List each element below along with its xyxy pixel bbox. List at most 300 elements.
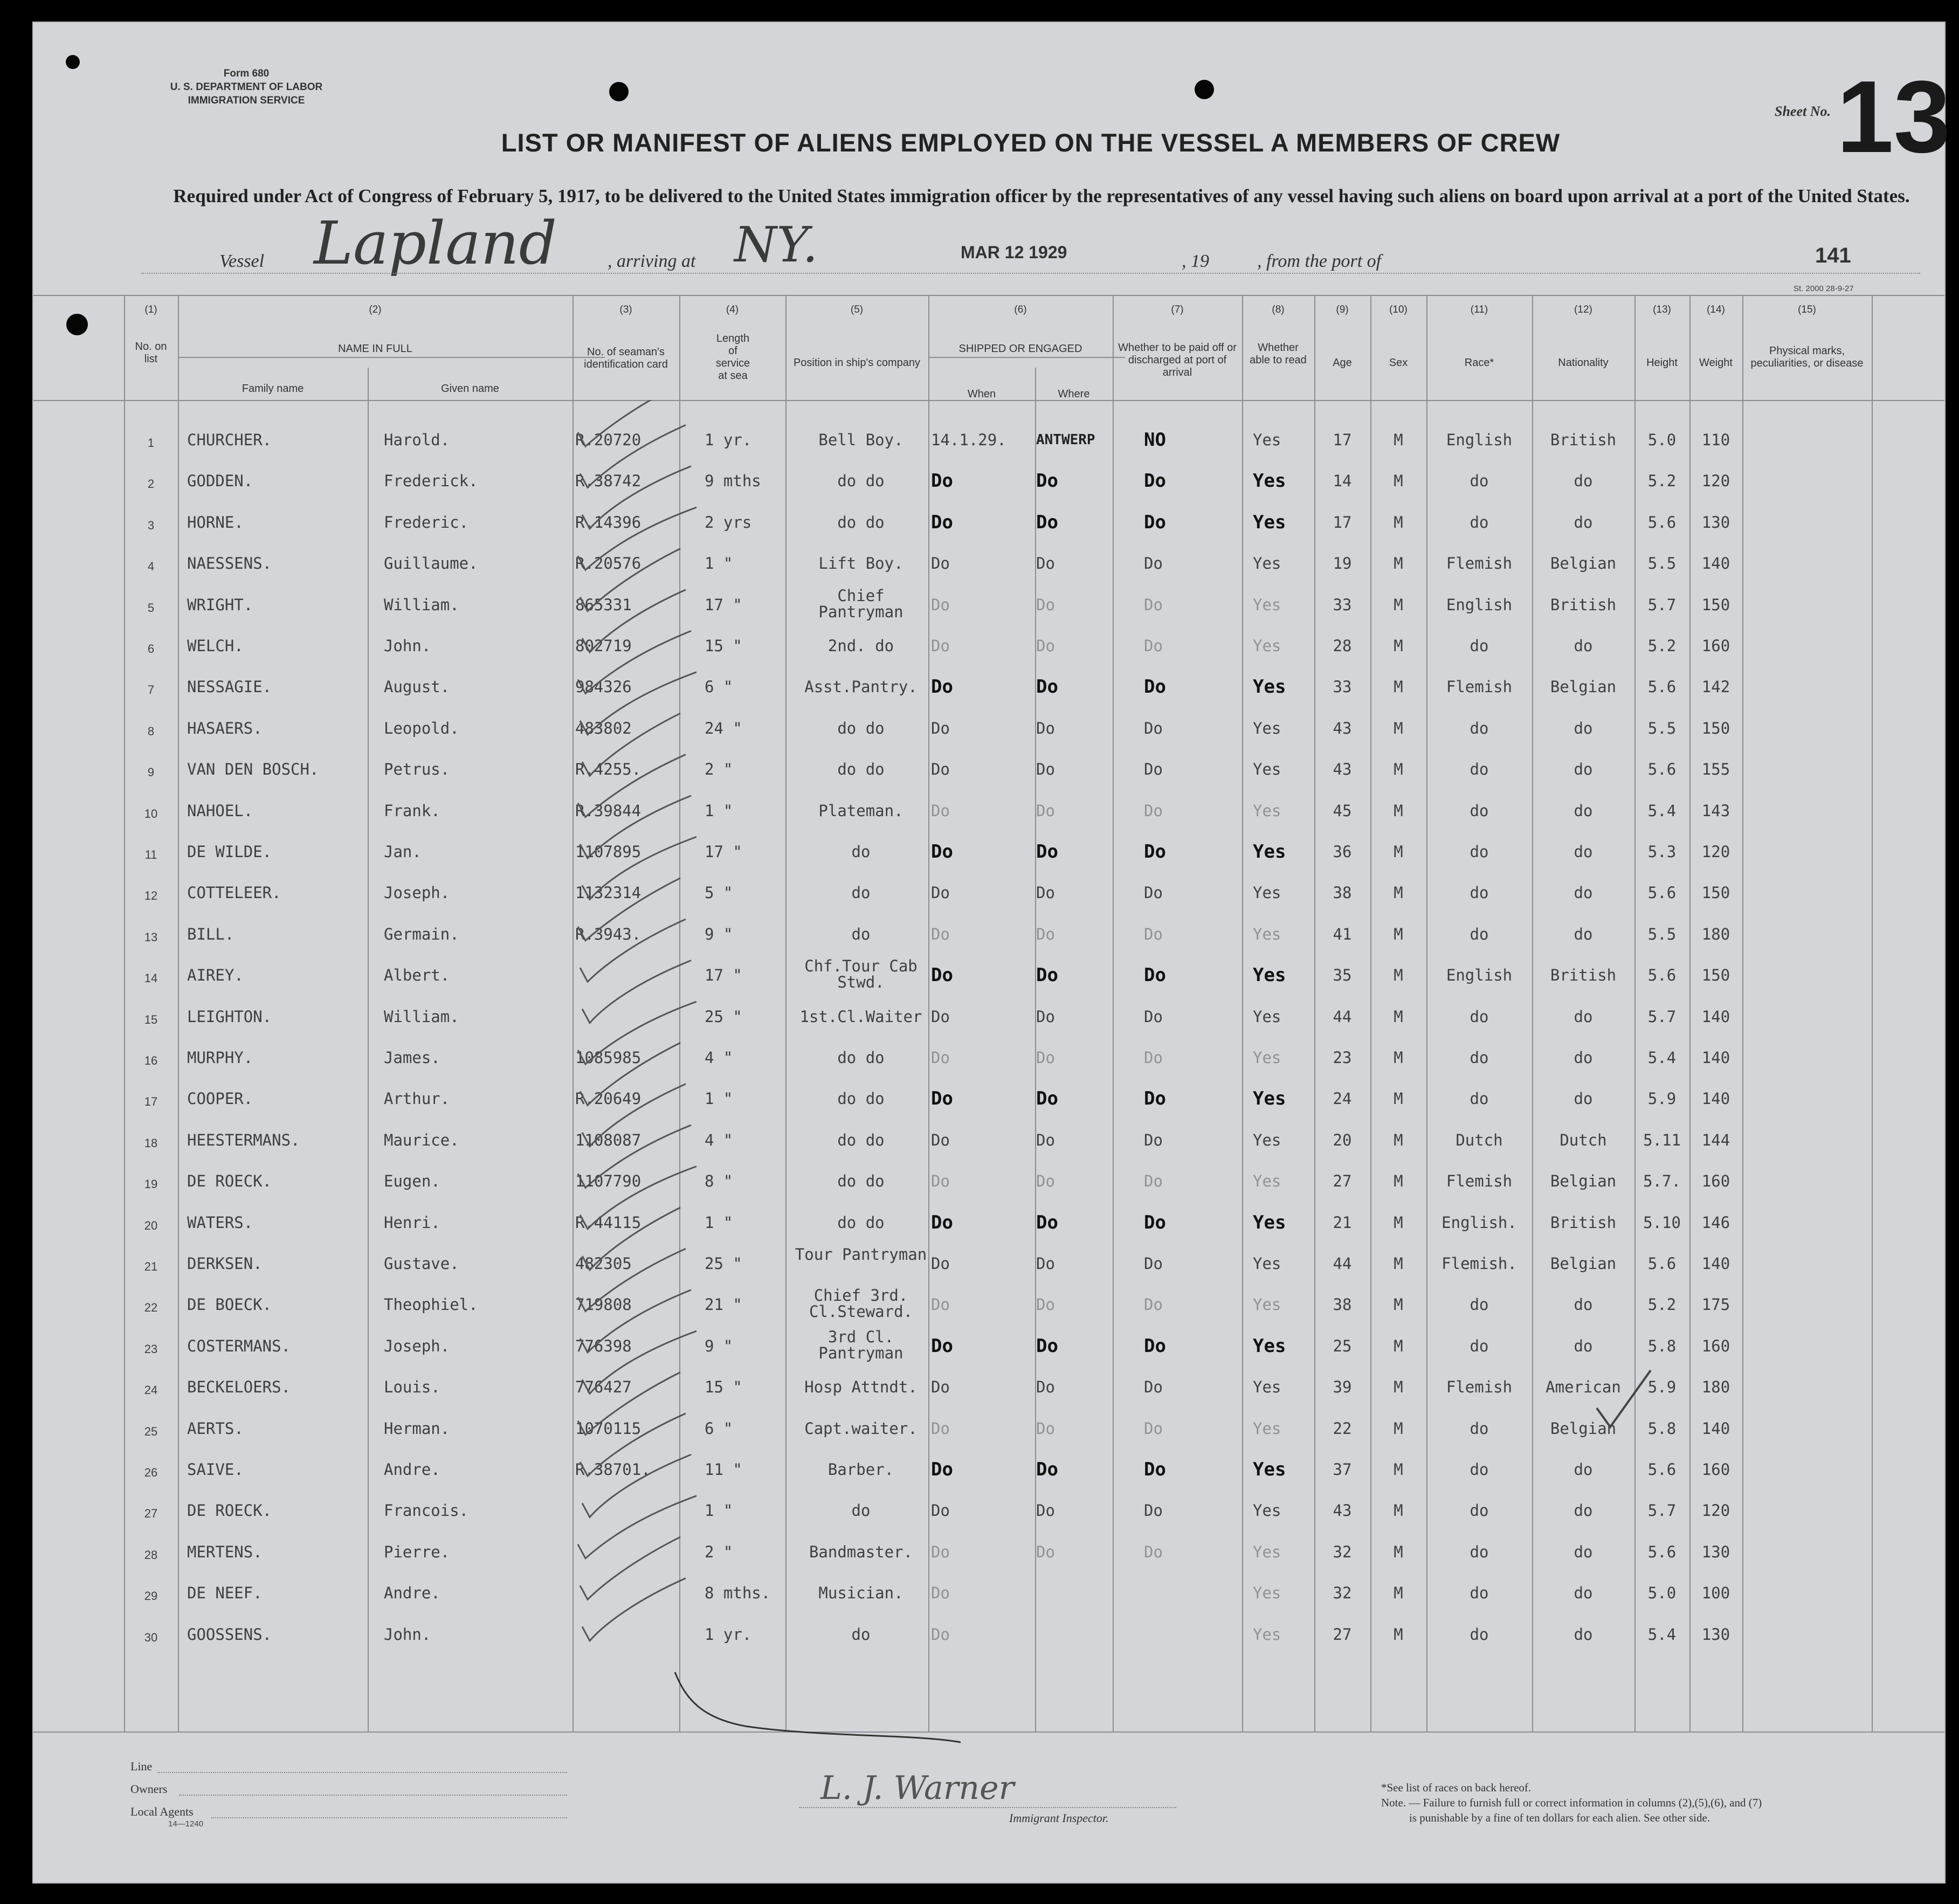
cell-sex: M xyxy=(1394,925,1403,943)
cell-position: Asst.Pantry. xyxy=(804,678,918,696)
cell-length-of-service: 15 " xyxy=(705,637,742,655)
cell-race: Flemish xyxy=(1446,554,1513,573)
cell-race: English xyxy=(1446,431,1513,449)
cell-family-name: NAHOEL. xyxy=(187,801,253,820)
sheet-label: Sheet No. xyxy=(1775,104,1831,119)
cell-paid-off: Do xyxy=(1144,595,1163,614)
cell-sex: M xyxy=(1394,884,1403,902)
cell-weight: 143 xyxy=(1701,801,1730,820)
table-row xyxy=(33,1090,1944,1130)
cell-race: do xyxy=(1470,719,1489,737)
cell-seaman-card: 1108087 xyxy=(575,1130,641,1149)
cell-paid-off: Do xyxy=(1144,841,1166,863)
cell-sex: M xyxy=(1394,513,1403,532)
cell-weight: 140 xyxy=(1701,1007,1730,1026)
cell-length-of-service: 6 " xyxy=(705,678,733,696)
cell-age: 38 xyxy=(1333,884,1352,902)
cell-given-name: Louis. xyxy=(384,1378,440,1397)
cell-able-to-read: Yes xyxy=(1253,431,1281,449)
owners-field xyxy=(179,1795,567,1796)
department-name: U. S. DEPARTMENT OF LABOR xyxy=(170,81,323,93)
check-stroke xyxy=(582,961,691,1023)
cell-shipped-when: Do xyxy=(931,801,950,820)
cell-given-name: William. xyxy=(384,1007,459,1026)
cell-paid-off: Do xyxy=(1144,637,1163,655)
cell-nationality: Belgian xyxy=(1550,678,1617,696)
cell-age: 22 xyxy=(1333,1419,1352,1438)
column-number: (12) xyxy=(1574,304,1592,315)
table-row xyxy=(33,1172,1944,1212)
cell-no: 7 xyxy=(147,683,155,697)
cell-race: do xyxy=(1470,1625,1489,1644)
cell-position: do xyxy=(851,925,871,943)
cell-position: Musician. xyxy=(818,1584,903,1603)
cell-height: 5.5 xyxy=(1647,554,1677,573)
cell-able-to-read: Yes xyxy=(1253,1419,1281,1438)
cell-length-of-service: 1 yr. xyxy=(705,1625,752,1644)
cell-length-of-service: 8 " xyxy=(705,1172,733,1191)
cell-length-of-service: 5 " xyxy=(705,884,733,902)
cell-nationality: British xyxy=(1550,966,1617,985)
cell-sex: M xyxy=(1394,1501,1403,1520)
cell-race: do xyxy=(1470,1295,1489,1314)
cell-length-of-service: 8 mths. xyxy=(705,1584,771,1603)
check-stroke xyxy=(582,1084,686,1147)
cell-seaman-card: 482305 xyxy=(575,1254,632,1273)
inspector-signature-line xyxy=(799,1807,1176,1808)
punch-hole xyxy=(1195,80,1214,99)
cell-weight: 140 xyxy=(1701,1048,1730,1067)
cell-age: 37 xyxy=(1333,1460,1352,1479)
cell-length-of-service: 2 yrs xyxy=(705,513,752,532)
cell-no: 29 xyxy=(144,1589,158,1603)
cell-seaman-card: R.20720 xyxy=(575,431,641,449)
cell-age: 33 xyxy=(1333,595,1352,614)
cell-family-name: WELCH. xyxy=(187,637,244,655)
cell-age: 43 xyxy=(1333,1501,1352,1520)
cell-no: 14 xyxy=(144,971,158,985)
cell-no: 24 xyxy=(144,1383,158,1397)
cell-position: do xyxy=(851,1501,871,1520)
column-number: (3) xyxy=(619,304,632,315)
cell-sex: M xyxy=(1394,966,1403,985)
check-stroke xyxy=(582,837,696,899)
cell-shipped-when: Do xyxy=(931,1172,950,1191)
cell-age: 32 xyxy=(1333,1542,1352,1561)
check-stroke xyxy=(582,1208,680,1270)
vessel-dotted-line xyxy=(141,273,1920,274)
cell-length-of-service: 24 " xyxy=(705,719,742,737)
table-row xyxy=(33,1626,1944,1666)
cell-family-name: HEESTERMANS. xyxy=(187,1130,300,1149)
cell-given-name: John. xyxy=(384,637,431,655)
cell-family-name: AERTS. xyxy=(187,1419,244,1438)
cell-shipped-when: Do xyxy=(931,1130,950,1149)
cell-family-name: WRIGHT. xyxy=(187,595,253,614)
check-stroke xyxy=(578,400,680,446)
agents-code: 14—1240 xyxy=(168,1819,204,1829)
cell-able-to-read: Yes xyxy=(1253,470,1286,492)
cell-race: do xyxy=(1470,1501,1489,1520)
cell-no: 12 xyxy=(144,889,158,903)
cell-given-name: Francois. xyxy=(384,1501,469,1520)
header-family-name: Family name xyxy=(242,383,304,395)
vessel-name: Lapland xyxy=(314,209,557,278)
table-row xyxy=(33,1420,1944,1460)
cell-weight: 160 xyxy=(1701,1172,1730,1191)
cell-position: do xyxy=(851,843,871,861)
sheet-number: 13 xyxy=(1837,60,1951,174)
cell-shipped-when: Do xyxy=(931,554,950,573)
cell-family-name: NESSAGIE. xyxy=(187,678,272,696)
cell-age: 32 xyxy=(1333,1584,1352,1603)
cell-family-name: DE BOECK. xyxy=(187,1295,272,1314)
cell-given-name: Germain. xyxy=(384,925,459,943)
cell-seaman-card: 1132314 xyxy=(575,884,641,902)
cell-nationality: British xyxy=(1550,595,1617,614)
cell-paid-off: Do xyxy=(1144,1378,1163,1397)
from-port-label: , from the port of xyxy=(1257,251,1382,271)
cell-length-of-service: 17 " xyxy=(705,595,742,614)
cell-length-of-service: 25 " xyxy=(705,1254,742,1273)
cell-paid-off: Do xyxy=(1144,925,1163,943)
cell-position: do do xyxy=(837,1172,885,1191)
cell-sex: M xyxy=(1394,678,1403,696)
table-row xyxy=(33,1008,1944,1048)
cell-paid-off: Do xyxy=(1144,884,1163,902)
cell-length-of-service: 1 " xyxy=(705,1089,733,1108)
cell-no: 11 xyxy=(144,848,157,861)
cell-able-to-read: Yes xyxy=(1253,676,1286,698)
cell-position: 1st.Cl.Waiter xyxy=(799,1007,922,1026)
table-row xyxy=(33,1211,1944,1254)
cell-weight: 144 xyxy=(1701,1130,1730,1149)
cell-seaman-card: 984326 xyxy=(575,678,632,696)
cell-length-of-service: 9 " xyxy=(705,925,733,943)
cell-nationality: do xyxy=(1574,1048,1593,1067)
cell-paid-off: Do xyxy=(1144,511,1166,533)
check-stroke xyxy=(580,549,680,611)
check-stroke xyxy=(582,1578,686,1641)
cell-given-name: Joseph. xyxy=(384,1336,450,1355)
column-number: (2) xyxy=(369,304,382,315)
cell-nationality: do xyxy=(1574,1089,1593,1108)
cell-paid-off: Do xyxy=(1144,676,1166,698)
table-row xyxy=(33,1049,1944,1089)
cell-position: do xyxy=(851,884,871,902)
cell-family-name: DE NEEF. xyxy=(187,1584,263,1603)
cell-age: 17 xyxy=(1333,513,1352,532)
shipped-header-rule xyxy=(928,357,1125,358)
cell-age: 25 xyxy=(1333,1336,1352,1355)
cell-paid-off: Do xyxy=(1144,1211,1166,1233)
cell-nationality: do xyxy=(1574,760,1593,779)
cell-shipped-where: Do xyxy=(1036,964,1058,987)
cell-race: do xyxy=(1470,472,1489,491)
cell-nationality: do xyxy=(1574,925,1593,943)
check-stroke xyxy=(580,672,696,735)
cell-height: 5.6 xyxy=(1647,1460,1677,1479)
cell-shipped-when: Do xyxy=(931,1254,950,1273)
cell-position: Plateman. xyxy=(818,801,903,820)
cell-nationality: do xyxy=(1574,1584,1593,1603)
table-row xyxy=(33,843,1944,883)
cell-paid-off: Do xyxy=(1144,964,1166,987)
cell-age: 27 xyxy=(1333,1172,1352,1191)
cell-shipped-where: Do xyxy=(1036,841,1058,863)
cell-shipped-where: Do xyxy=(1036,1211,1058,1233)
cell-age: 44 xyxy=(1333,1007,1352,1026)
cell-seaman-card: 1070115 xyxy=(575,1419,641,1438)
cell-length-of-service: 11 " xyxy=(705,1460,742,1479)
cell-shipped-when: Do xyxy=(931,1048,950,1067)
punch-hole xyxy=(609,82,629,101)
cell-able-to-read: Yes xyxy=(1253,1088,1286,1110)
cell-age: 43 xyxy=(1333,760,1352,779)
cell-shipped-when: Do xyxy=(931,637,950,655)
cell-length-of-service: 21 " xyxy=(705,1295,742,1314)
cell-no: 16 xyxy=(144,1054,158,1067)
cell-weight: 100 xyxy=(1701,1584,1730,1603)
cell-family-name: NAESSENS. xyxy=(187,554,272,573)
cell-height: 5.8 xyxy=(1647,1419,1677,1438)
cell-position: do xyxy=(851,1625,871,1644)
table-row xyxy=(33,926,1944,965)
cell-shipped-where: ANTWERP xyxy=(1036,432,1095,448)
cell-weight: 150 xyxy=(1701,595,1730,614)
cell-paid-off: NO xyxy=(1144,429,1166,451)
cell-length-of-service: 15 " xyxy=(705,1378,742,1397)
cell-able-to-read: Yes xyxy=(1253,1048,1281,1067)
cell-weight: 140 xyxy=(1701,1254,1730,1273)
cell-able-to-read: Yes xyxy=(1253,637,1281,655)
cell-weight: 175 xyxy=(1701,1295,1730,1314)
cell-no: 1 xyxy=(147,436,155,450)
cell-nationality: do xyxy=(1574,1501,1593,1520)
cell-shipped-when: Do xyxy=(931,884,950,902)
cell-no: 30 xyxy=(144,1630,158,1644)
cell-height: 5.11 xyxy=(1643,1130,1681,1149)
cell-sex: M xyxy=(1394,595,1403,614)
cell-given-name: Guillaume. xyxy=(384,554,478,573)
cell-shipped-where: Do xyxy=(1036,470,1058,492)
cell-paid-off: Do xyxy=(1144,1295,1163,1314)
cell-position: Hosp Attndt. xyxy=(804,1378,918,1397)
page-subtitle: Required under Act of Congress of February 5, 1917, to be delivered to the United States immigration officer by the representatives of any vessel having such aliens on board upon arrival at a port of the United States. xyxy=(173,185,1910,206)
cell-weight: 155 xyxy=(1701,760,1730,779)
cell-seaman-card: R.38742 xyxy=(575,472,641,491)
cell-shipped-when: Do xyxy=(931,1335,953,1357)
cell-given-name: August. xyxy=(384,678,450,696)
cell-height: 5.0 xyxy=(1647,431,1677,449)
cell-position: do do xyxy=(837,1048,885,1067)
list-number: 141 xyxy=(1815,244,1851,267)
cell-sex: M xyxy=(1394,1625,1403,1644)
cell-shipped-when: Do xyxy=(931,676,953,698)
note-races: *See list of races on back hereof. xyxy=(1381,1781,1532,1794)
cell-height: 5.7 xyxy=(1647,1501,1677,1520)
cell-height: 5.6 xyxy=(1647,1254,1677,1273)
cell-able-to-read: Yes xyxy=(1253,595,1281,614)
cell-shipped-where: Do xyxy=(1036,1172,1055,1191)
cell-family-name: COTTELEER. xyxy=(187,884,281,902)
header-length-of-service: Length of service at sea xyxy=(715,333,750,382)
owners-label: Owners xyxy=(130,1782,168,1796)
cell-family-name: DERKSEN. xyxy=(187,1254,263,1273)
cell-given-name: Frederick. xyxy=(384,472,478,491)
cell-seaman-card: 483802 xyxy=(575,719,632,737)
table-row xyxy=(33,511,1944,554)
note-fine-2: is punishable by a fine of ten dollars for each alien. See other side. xyxy=(1409,1811,1710,1824)
cell-seaman-card: R.39844 xyxy=(575,801,641,820)
cell-able-to-read: Yes xyxy=(1253,1335,1286,1357)
column-number: (13) xyxy=(1653,304,1671,315)
check-stroke xyxy=(578,1125,691,1188)
cell-weight: 160 xyxy=(1701,637,1730,655)
cell-sex: M xyxy=(1394,1089,1403,1108)
cell-age: 20 xyxy=(1333,1130,1352,1149)
column-number: (11) xyxy=(1470,304,1488,315)
table-row xyxy=(33,678,1944,718)
cell-able-to-read: Yes xyxy=(1253,1007,1281,1026)
column-number: (8) xyxy=(1272,304,1285,315)
column-number: (4) xyxy=(726,304,739,315)
table-row xyxy=(33,472,1944,512)
cell-height: 5.7 xyxy=(1647,1007,1677,1026)
cell-age: 35 xyxy=(1333,966,1352,985)
cell-sex: M xyxy=(1394,1254,1403,1273)
cell-no: 23 xyxy=(144,1342,158,1356)
cell-given-name: Arthur. xyxy=(384,1089,450,1108)
cell-length-of-service: 17 " xyxy=(705,966,742,985)
cell-length-of-service: 4 " xyxy=(705,1130,733,1149)
cell-able-to-read: Yes xyxy=(1253,884,1281,902)
cell-weight: 140 xyxy=(1701,1419,1730,1438)
header-race: Race* xyxy=(1464,357,1494,369)
cell-position: Chief Pantryman xyxy=(818,586,903,621)
cell-family-name: DE WILDE. xyxy=(187,843,272,861)
cell-length-of-service: 4 " xyxy=(705,1048,733,1067)
cell-height: 5.7. xyxy=(1643,1172,1681,1191)
cell-shipped-where: Do xyxy=(1036,1501,1055,1520)
cell-paid-off: Do xyxy=(1144,1501,1163,1520)
cell-position: Barber. xyxy=(827,1460,894,1479)
table-row xyxy=(33,884,1944,924)
cell-shipped-when: Do xyxy=(931,1419,950,1438)
cell-no: 4 xyxy=(147,560,155,574)
cell-shipped-when: 14.1.29. xyxy=(931,431,1006,449)
cell-position: Chief 3rd. Cl.Steward. xyxy=(809,1286,913,1321)
cell-weight: 130 xyxy=(1701,1542,1730,1561)
cell-no: 5 xyxy=(147,601,155,615)
cell-sex: M xyxy=(1394,1460,1403,1479)
cell-length-of-service: 1 " xyxy=(705,1213,733,1232)
cell-seaman-card: R.44115 xyxy=(575,1213,641,1232)
cell-shipped-when: Do xyxy=(931,719,950,737)
cell-paid-off: Do xyxy=(1144,1088,1166,1110)
cell-family-name: GOOSSENS. xyxy=(187,1625,272,1644)
cell-age: 28 xyxy=(1333,637,1352,655)
cell-position: Lift Boy. xyxy=(818,554,903,573)
cell-height: 5.8 xyxy=(1647,1336,1677,1355)
cell-shipped-where: Do xyxy=(1036,925,1055,943)
cell-sex: M xyxy=(1394,1007,1403,1026)
check-stroke xyxy=(582,1454,691,1517)
check-stroke xyxy=(578,1372,680,1435)
cell-height: 5.2 xyxy=(1647,637,1677,655)
cell-family-name: MERTENS. xyxy=(187,1542,263,1561)
column-number: (9) xyxy=(1336,304,1349,315)
cell-age: 19 xyxy=(1333,554,1352,573)
local-agents-field xyxy=(211,1817,567,1818)
cell-able-to-read: Yes xyxy=(1253,511,1286,533)
cell-nationality: do xyxy=(1574,513,1593,532)
cell-race: do xyxy=(1470,1542,1489,1561)
table-row xyxy=(33,1132,1944,1171)
cell-age: 17 xyxy=(1333,431,1352,449)
check-stroke xyxy=(578,507,696,570)
header-paid-off: Whether to be paid off or discharged at port of arrival xyxy=(1118,342,1237,378)
cell-paid-off: Do xyxy=(1144,801,1163,820)
cell-seaman-card: R.14396 xyxy=(575,513,641,532)
header-shipped-where: Where xyxy=(1058,388,1090,400)
cell-given-name: John. xyxy=(384,1625,431,1644)
punch-hole xyxy=(66,55,80,69)
header-shipped-when: When xyxy=(967,388,996,400)
header-sex: Sex xyxy=(1389,357,1408,369)
cell-nationality: do xyxy=(1574,884,1593,902)
cell-paid-off: Do xyxy=(1144,1048,1163,1067)
cell-position: do do xyxy=(837,513,885,532)
cell-height: 5.2 xyxy=(1647,472,1677,491)
cell-race: Flemish xyxy=(1446,678,1513,696)
cell-race: English. xyxy=(1441,1213,1517,1232)
cell-nationality: do xyxy=(1574,1542,1593,1561)
cell-no: 6 xyxy=(147,642,155,656)
cell-paid-off: Do xyxy=(1144,554,1163,573)
cell-nationality: do xyxy=(1574,801,1593,820)
cell-family-name: LEIGHTON. xyxy=(187,1007,272,1026)
cell-race: do xyxy=(1470,843,1489,861)
cell-shipped-when: Do xyxy=(931,841,953,863)
cell-seaman-card: R.3943. xyxy=(575,925,641,943)
cell-height: 5.9 xyxy=(1647,1378,1677,1397)
cell-seaman-card: 1085985 xyxy=(575,1048,641,1067)
cell-height: 5.10 xyxy=(1643,1213,1681,1232)
cell-no: 22 xyxy=(144,1301,158,1315)
cell-age: 24 xyxy=(1333,1089,1352,1108)
cell-given-name: Theophiel. xyxy=(384,1295,478,1314)
cell-weight: 120 xyxy=(1701,472,1730,491)
cell-sex: M xyxy=(1394,1542,1403,1561)
check-stroke xyxy=(580,919,686,982)
arriving-label: , arriving at xyxy=(608,251,696,271)
table-row xyxy=(33,1286,1944,1336)
cell-race: Flemish xyxy=(1446,1378,1513,1397)
column-number: (15) xyxy=(1798,304,1816,315)
column-number: (5) xyxy=(850,304,864,315)
cell-weight: 160 xyxy=(1701,1460,1730,1479)
table-row xyxy=(33,1378,1944,1418)
cell-race: do xyxy=(1470,1460,1489,1479)
vessel-label: Vessel xyxy=(219,251,265,271)
cell-age: 39 xyxy=(1333,1378,1352,1397)
cell-weight: 140 xyxy=(1701,1089,1730,1108)
cell-seaman-card: 802719 xyxy=(575,637,632,655)
header-able-to-read: Whether able to read xyxy=(1250,342,1307,366)
cell-race: English xyxy=(1446,595,1513,614)
cell-nationality: do xyxy=(1574,1336,1593,1355)
